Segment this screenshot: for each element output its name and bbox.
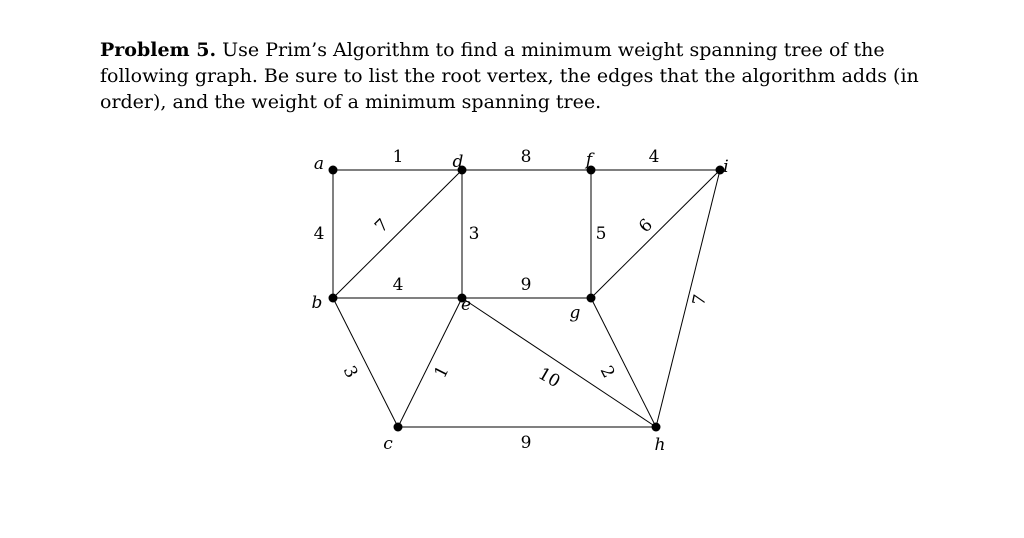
edge-weight-e-c: 1 [430, 362, 454, 382]
edge-weight-f-i: 4 [648, 147, 660, 167]
edge-g-h [591, 298, 656, 427]
edge-weight-g-i: 6 [635, 215, 657, 237]
edge-weight-f-g: 5 [595, 224, 607, 244]
edge-weights [311, 147, 711, 453]
vertex-label-g: g [569, 303, 581, 323]
vertex-labels [312, 150, 729, 455]
vertex-label-i: i [723, 157, 729, 177]
edge-weight-b-d: 7 [371, 215, 393, 237]
edge-weight-c-h: 9 [520, 433, 532, 453]
vertex-g [587, 294, 596, 303]
edge-weight-e-g: 9 [520, 275, 532, 295]
edge-weight-b-c: 3 [338, 362, 362, 382]
edge-b-c [333, 298, 398, 427]
edge-weight-a-b: 4 [313, 224, 325, 244]
problem-text: Use Prim’s Algorithm to find a minimum weight spanning tree of the following graph. Be sure to list the root vertex, the edges that the algorithm adds (in order), and the weight of a minimum spanning tree. [100, 39, 919, 113]
edge-g-i [591, 170, 720, 298]
vertex-label-f: f [585, 150, 593, 170]
vertex-c [394, 423, 403, 432]
vertex-label-d: d [452, 152, 464, 172]
vertex-label-h: h [654, 435, 666, 455]
vertex-label-e: e [460, 295, 472, 315]
vertex-label-a: a [313, 154, 325, 174]
edge-weight-d-f: 8 [520, 147, 532, 167]
edge-weight-e-h: 10 [534, 363, 564, 393]
edges [333, 170, 720, 427]
edge-e-c [398, 298, 462, 427]
vertex-h [652, 423, 661, 432]
edge-weight-i-h: 7 [689, 292, 711, 308]
problem-number: Problem 5. [100, 39, 217, 61]
edge-e-h [462, 298, 656, 427]
vertex-b [329, 294, 338, 303]
edge-weight-a-d: 1 [392, 147, 404, 167]
vertex-a [329, 166, 338, 175]
edge-weight-g-h: 2 [595, 362, 619, 382]
edge-weight-b-e: 4 [392, 275, 404, 295]
vertex-label-b: b [311, 293, 323, 313]
edge-weight-d-e: 3 [468, 224, 480, 244]
vertex-label-c: c [383, 434, 393, 454]
